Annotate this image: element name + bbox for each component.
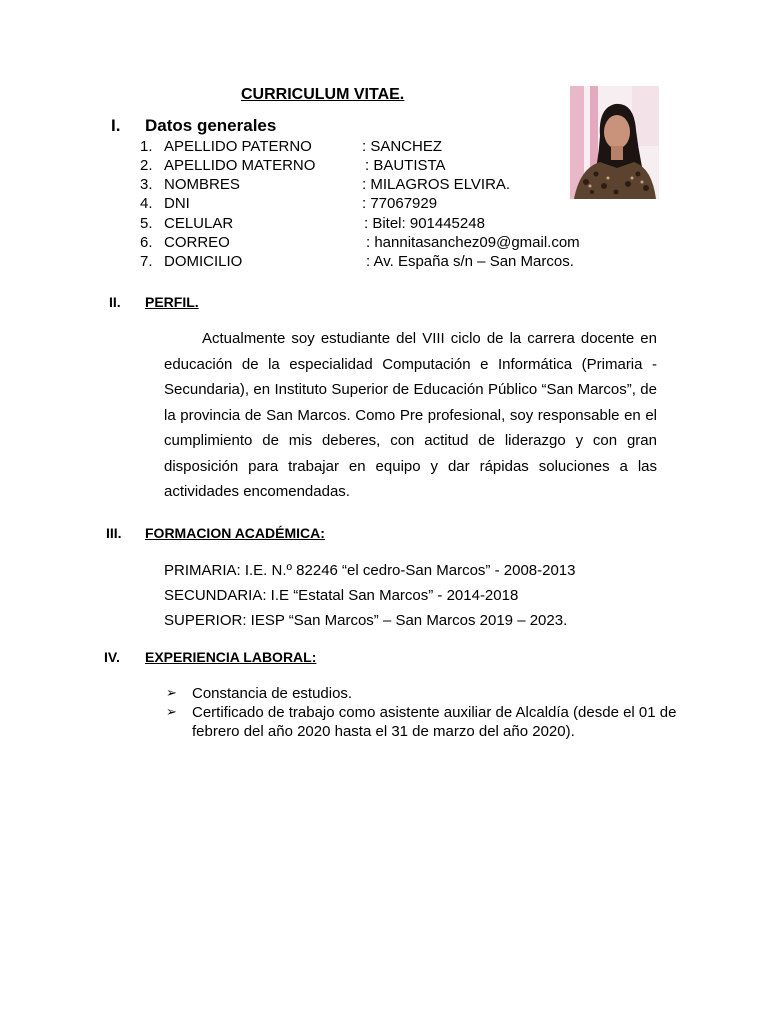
field-label: NOMBRES (164, 176, 240, 193)
education-line: SECUNDARIA: I.E “Estatal San Marcos” - 2014-2018 (164, 587, 519, 604)
field-label: CELULAR (164, 215, 234, 232)
field-number: 5. (140, 215, 153, 232)
field-number: 3. (140, 176, 153, 193)
field-label: DOMICILIO (164, 253, 243, 270)
field-number: 6. (140, 234, 153, 251)
section-number: I. (111, 116, 121, 135)
field-value: : SANCHEZ (362, 138, 443, 155)
field-label: APELLIDO MATERNO (164, 157, 316, 174)
education-line: SUPERIOR: IESP “San Marcos” – San Marcos 2019 – 2023. (164, 612, 568, 629)
section-number: II. (109, 294, 121, 310)
section-number: IV. (104, 649, 120, 665)
field-label: APELLIDO PATERNO (164, 138, 312, 155)
section-title: Datos generales (145, 116, 277, 135)
list-item (164, 703, 679, 741)
education-line: PRIMARIA: I.E. N.º 82246 “el cedro-San Marcos” - 2008-2013 (164, 562, 576, 579)
field-value: : 77067929 (362, 195, 438, 212)
field-value: : Av. España s/n – San Marcos. (366, 253, 574, 270)
field-number: 4. (140, 195, 153, 212)
section-title: EXPERIENCIA LABORAL: (145, 649, 317, 665)
field-label: DNI (164, 195, 190, 212)
experience-list (164, 684, 679, 741)
field-value: : BAUTISTA (365, 157, 446, 174)
experience-item-text: Certificado de trabajo como asistente auxiliar de Alcaldía (desde el 01 de febrero del año 2020 hasta el 31 de marzo del año 2020). (192, 704, 677, 740)
section-title: FORMACION ACADÉMICA: (145, 525, 325, 541)
field-number: 1. (140, 138, 153, 155)
arrowhead-bullet-icon: ➢ (166, 705, 177, 720)
profile-photo (570, 86, 659, 199)
section-title: PERFIL. (145, 294, 199, 310)
arrowhead-bullet-icon: ➢ (166, 686, 177, 701)
experience-item-text: Constancia de estudios. (192, 685, 353, 702)
document-title: CURRICULUM VITAE. (241, 86, 405, 103)
section-number: III. (106, 525, 122, 541)
list-item (164, 684, 679, 703)
profile-paragraph: Actualmente soy estudiante del VIII ciclo de la carrera docente en educación de la especialidad Computación e Informática (Primaria - Secundaria), en Instituto Superior de Educación Público “San Marcos”, de la provincia de San Marcos. Como Pre profesional, soy responsable en el cumplimiento de mis deberes, con actitud de liderazgo y con gran disposición para trabajar en equipo y dar rápidas soluciones a las actividades encomendadas. (164, 330, 657, 500)
field-label: CORREO (164, 234, 230, 251)
field-number: 2. (140, 157, 153, 174)
field-value: : MILAGROS ELVIRA. (362, 176, 511, 193)
field-value: : Bitel: 901445248 (364, 215, 485, 232)
field-value: : hannitasanchez09@gmail.com (366, 234, 580, 251)
portrait-image (570, 86, 659, 199)
field-number: 7. (140, 253, 153, 270)
